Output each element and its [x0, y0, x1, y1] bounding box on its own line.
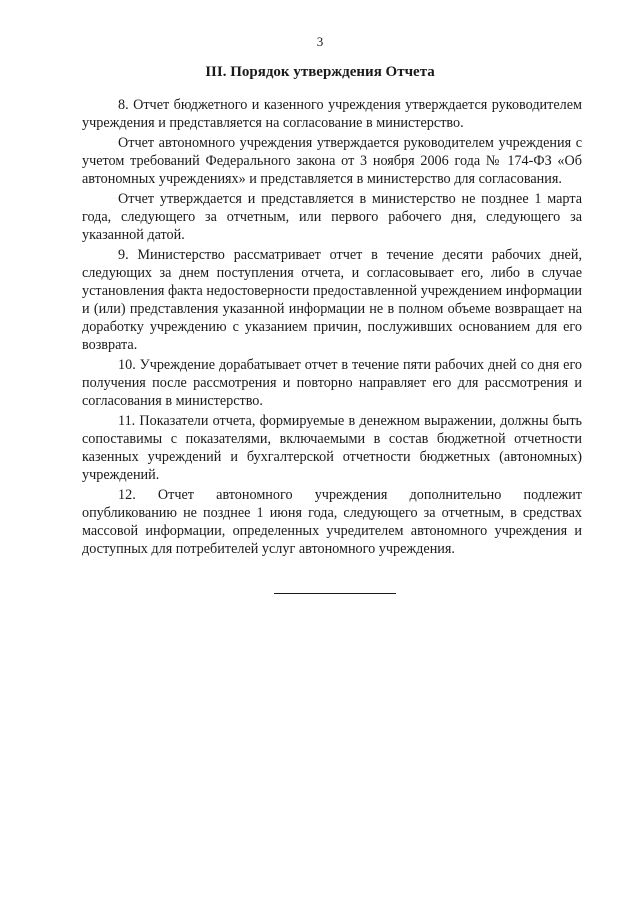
paragraph-11: 11. Показатели отчета, формируемые в денежном выражении, должны быть сопоставимы с показателями, включаемыми в состав бюджетной отчетности казенных учреждений и бухгалтерской отчетности бюджетных (автономных) учреждений.: [82, 413, 582, 483]
paragraph-12: 12. Отчет автономного учреждения дополнительно подлежит опубликованию не позднее 1 июня года, следующего за отчетным, в средствах массовой информации, определенных учредителем автономного учреждения и доступных для потребителей услуг автономного учреждения.: [82, 487, 582, 557]
paragraph-8: 8. Отчет бюджетного и казенного учреждения утверждается руководителем учреждения и представляется на согласование в министерство.: [82, 97, 582, 131]
document-body: [82, 96, 582, 560]
end-divider: [274, 593, 396, 594]
paragraph-9: 9. Министерство рассматривает отчет в течение десяти рабочих дней, следующих за днем поступления отчета, и согласовывает его, либо в случае установления факта недостоверности предоставленной учреждением информации и (или) представления указанной информации не в полном объеме возвращает на доработку учреждению с указанием причин, послуживших основанием для его возврата.: [82, 247, 582, 353]
paragraph-8-deadline: Отчет утверждается и представляется в министерство не позднее 1 марта года, следующего за отчетным, или первого рабочего дня, следующего за указанной датой.: [82, 191, 582, 243]
page-number: 3: [316, 34, 324, 49]
paragraph-10: 10. Учреждение дорабатывает отчет в течение пяти рабочих дней со дня его получения после рассмотрения и повторно направляет его для рассмотрения и согласования в министерство.: [82, 357, 582, 409]
section-title: III. Порядок утверждения Отчета: [205, 64, 435, 80]
paragraph-8-autonomous: Отчет автономного учреждения утверждается руководителем учреждения с учетом требований Федерального закона от 3 ноября 2006 года № 174-ФЗ «Об автономных учреждениях» и представляется в министерство для согласования.: [82, 135, 582, 187]
